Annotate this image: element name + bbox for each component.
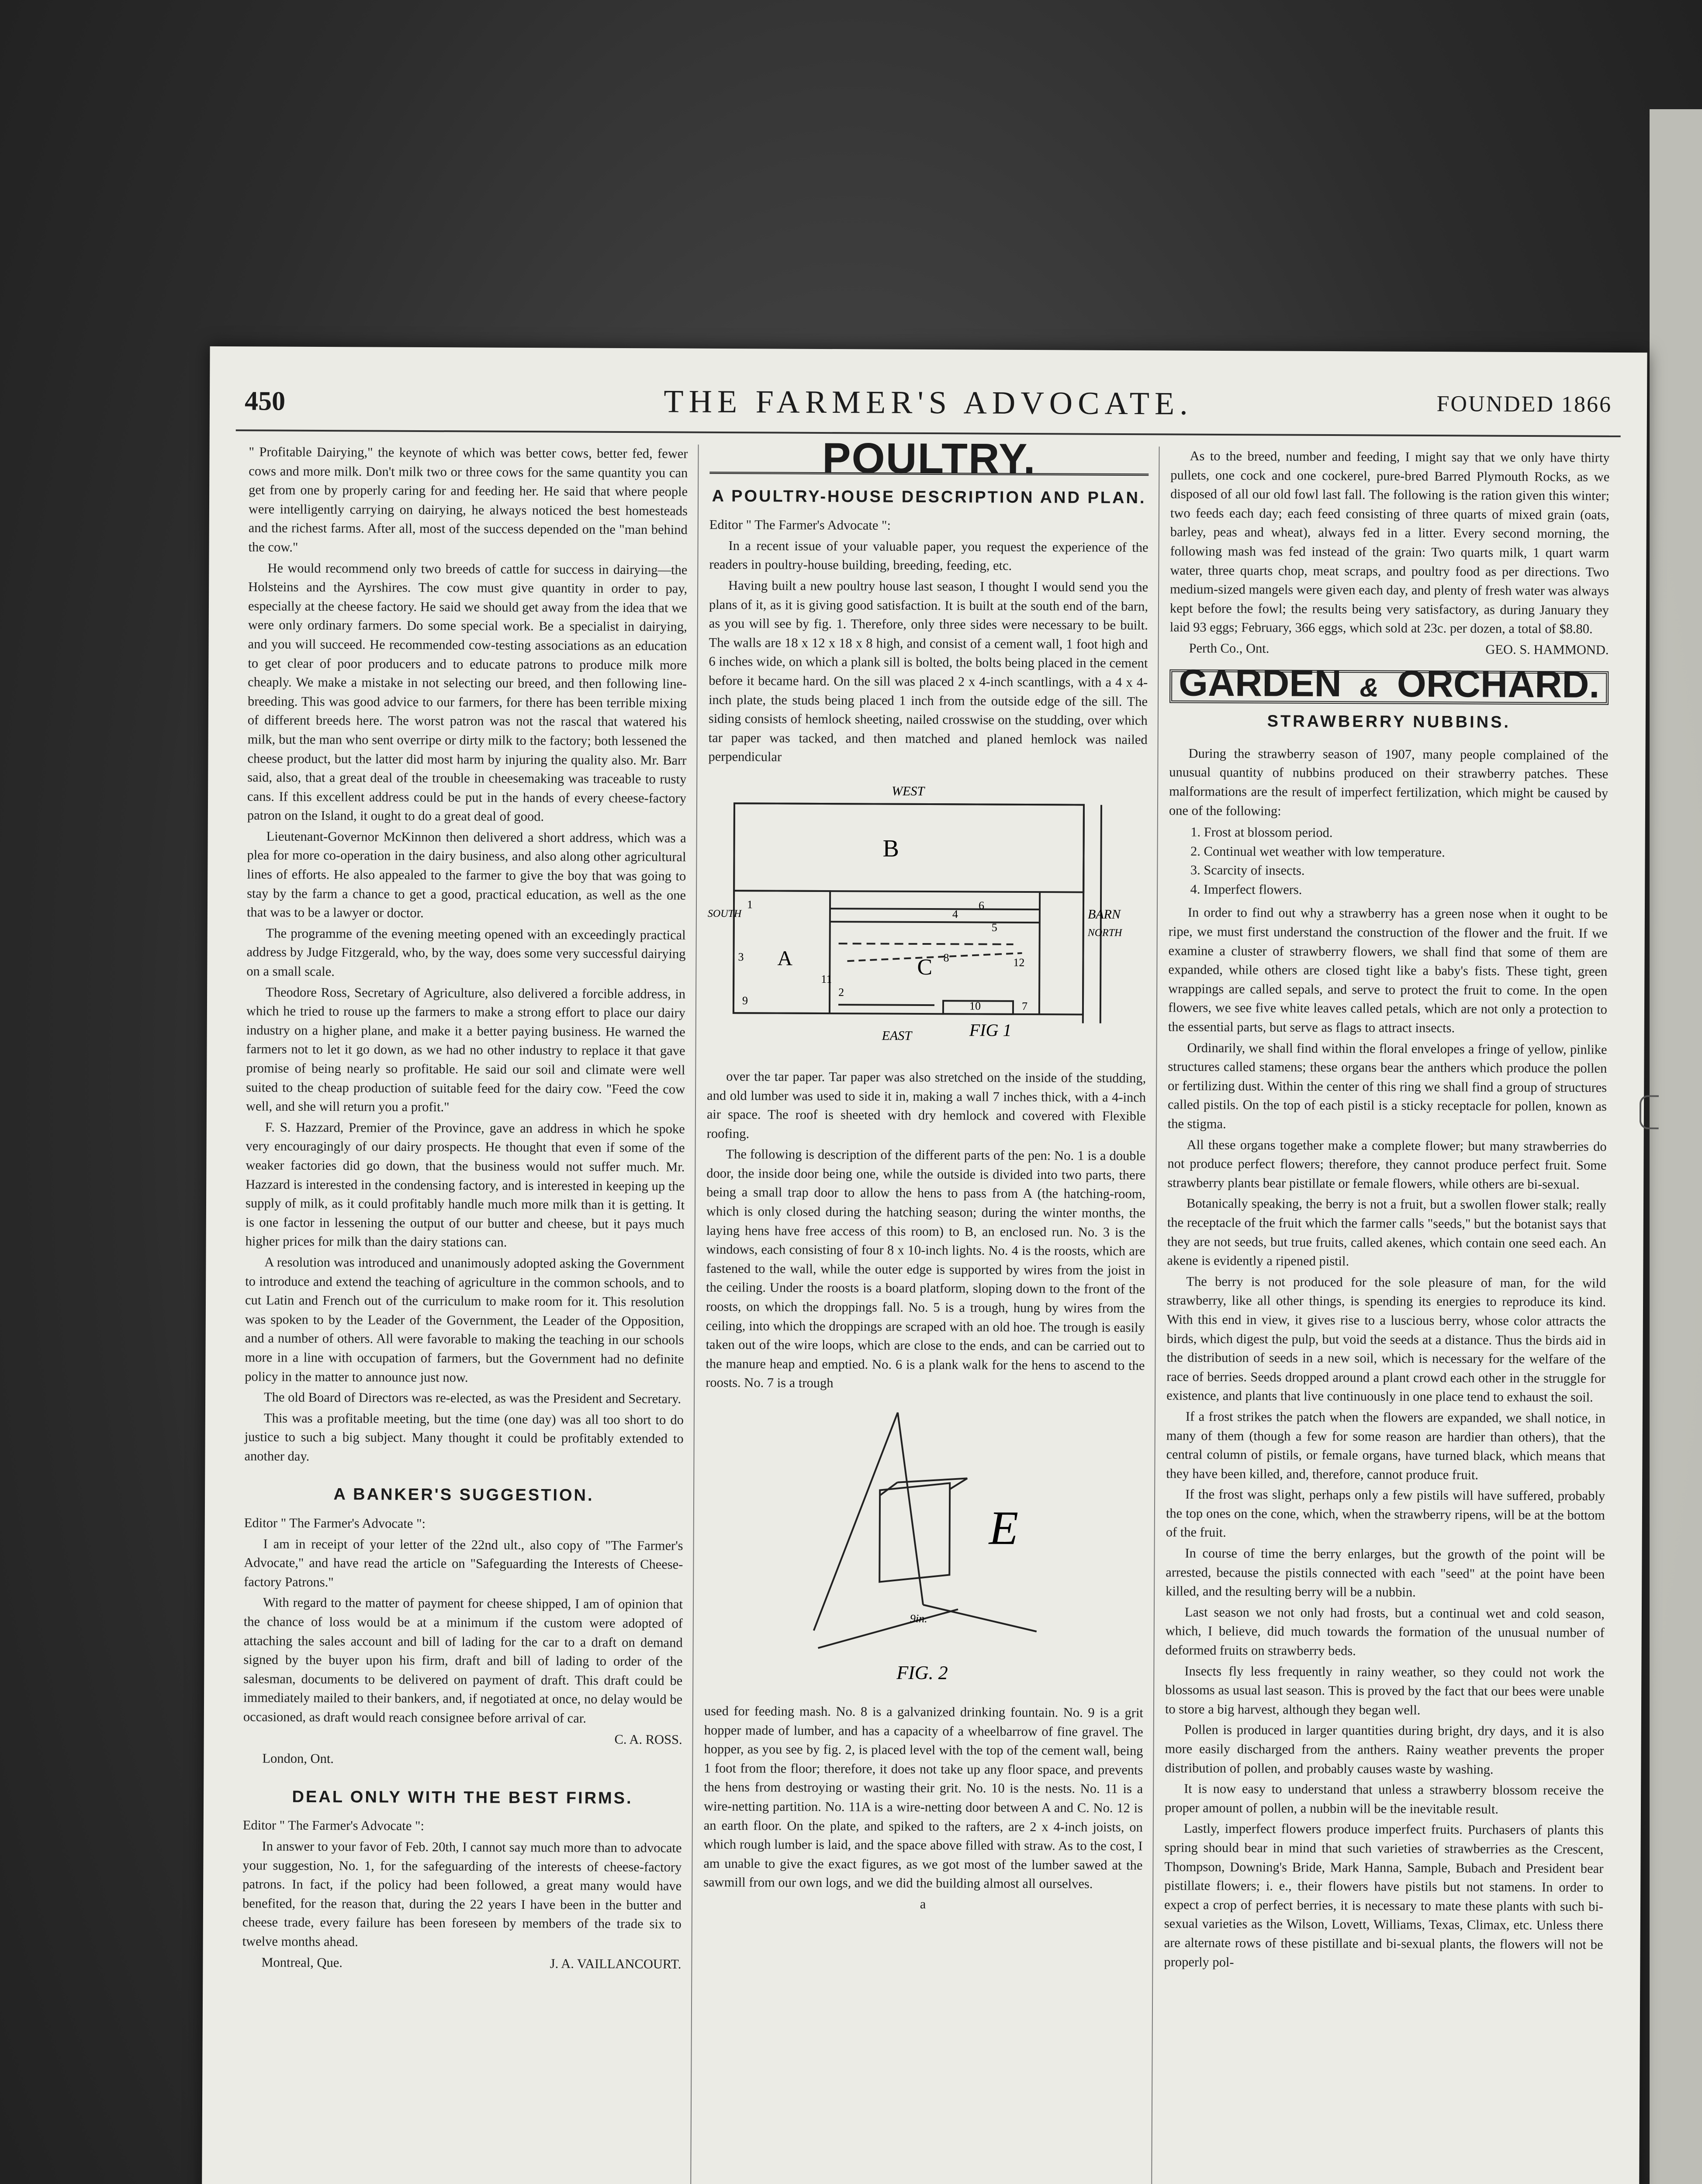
newspaper-page: [201, 346, 1647, 2184]
figure-1-label: FIG 1: [969, 1020, 1012, 1040]
poultry-house-plan-drawing: [707, 777, 1147, 1058]
article-paragraph: This was a profitable meeting, but the time (one day) was all too short to do justice to such a big subject. Many thought it could be profitably extended to another day.: [244, 1410, 684, 1464]
section-title-left: GARDEN: [1178, 662, 1342, 705]
figure-2-letter: E: [989, 1501, 1019, 1555]
article-paragraph: With regard to the matter of payment for cheese shipped, I am of opinion that the chance of loss would be at a minimum if the custom were adopted of attaching the sales account and bill of lading for the car to a draft on demand signed by the buyer upon his firm, draft and bill of lading to order of the salesman, documents to be delivered on payment of draft. This draft could be immediately mailed to their bankers, and, if negotiated at once, no delay would be occasioned, as draft would reach consignee before arrival of car.: [243, 1595, 683, 1726]
article-paragraph: In course of time the berry enlarges, but the growth of the point will be arrested, because the pistils connected with each "seed" at the point have been killed, and the resulting berry will be a nubbin.: [1166, 1545, 1605, 1600]
article-paragraph: Insects fly less frequently in rainy weather, so they could not work the blossoms as usual last season. This is proved by the fact that our bees were unable to store a big harvest, although they began well.: [1165, 1663, 1605, 1717]
article-paragraph: " Profitable Dairying," the keynote of which was better cows, better fed, fewer cows and more milk. Don't milk two or three cows for the same quantity you can get from one by properly caring for and feeding her. He said that where people were intelligently carrying on dairying, he always noticed the best homesteads and the richest farms. After all, most of the success depended on the "man behind the cow.": [248, 444, 688, 555]
plan-number: 4: [952, 908, 958, 921]
signature-place: London, Ont.: [262, 1751, 334, 1766]
section-title: POULTRY.: [709, 448, 1149, 476]
plan-number: 9: [742, 994, 748, 1007]
signature-line: [1169, 639, 1609, 660]
section-title-ampersand: &: [1360, 672, 1379, 702]
column-2: [703, 433, 1149, 1917]
article-heading: A POULTRY-HOUSE DESCRIPTION AND PLAN.: [712, 487, 1146, 507]
article-paragraph: It is now easy to understand that unless a strawberry blossom receive the proper amount of pollen, a nubbin will be the inevitable result.: [1164, 1781, 1604, 1817]
column-1: [242, 442, 688, 1973]
article-paragraph: During the strawberry season of 1907, many people complained of the unusual quantity of nubbins produced on their strawberry patches. These malformations are the result of imperfect fertilization, which might be caused by one of the following:: [1169, 746, 1609, 819]
signature-name: J. A. VAILLANCOURT.: [550, 1956, 681, 1972]
figure-1-plan: [707, 777, 1147, 1058]
page-number: 450: [244, 386, 286, 416]
list-item: 1. Frost at blossom period.: [1204, 823, 1608, 844]
article-paragraph: All these organs together make a complete flower; but many strawberries do not produce perfect flowers; therefore, they cannot produce perfect fruit. Some strawberry plants bear pistillate or female flowers, while others are bi-sexual.: [1167, 1137, 1607, 1192]
plan-number: 7: [1021, 999, 1028, 1013]
room-c-label: C: [917, 954, 933, 980]
article-heading: A BANKER'S SUGGESTION.: [333, 1485, 594, 1505]
column-rule: [1150, 446, 1159, 2184]
plan-number: 6: [978, 899, 985, 912]
article-paragraph: As to the breed, number and feeding, I might say that we only have thirty pullets, one cock and one cockerel, pure-bred Barred Plymouth Rocks, as we disposed of all our old fowl last fall. The following is the ration given this winter; two feeds each day; each feed consisting of three quarts of mixed grain (oats, barley, peas and wheat), always fed in a litter. Every second morning, the following mash was fed instead of the grain: Two quarts milk, 1 quart warm water, three quarts chop, meat scraps, and poultry food as per directions. Two medium-sized mangels were given each day, and plenty of fresh water was always kept before the fowl; the results being very satisfactory, as during January they laid 93 eggs; February, 366 eggs, which sold at 23c. per dozen, a total of $8.80.: [1169, 448, 1610, 637]
article-paragraph: over the tar paper. Tar paper was also stretched on the inside of the studding, and old lumber was used to side it in, making a wall 7 inches thick, with a 4-inch air space. The roof is sheeted with dry hemlock and covered with Flexible roofing.: [706, 1068, 1146, 1141]
article-heading: DEAL ONLY WITH THE BEST FIRMS.: [292, 1787, 633, 1807]
article-paragraph: In answer to your favor of Feb. 20th, I cannot say much more than to advocate your suggestion, No. 1, for the safeguarding of the interests of cheese-factory patrons. In fact, if the policy had been followed, a great many would have benefited, for the reason that, during the 22 years I have been in the butter and cheese trade, every failure has been foreseen by members of the trade six to twelve months ahead.: [242, 1838, 682, 1949]
causes-list: [1169, 823, 1608, 901]
figure-2-label: FIG. 2: [896, 1662, 948, 1684]
column-3: [1164, 446, 1609, 1975]
article-paragraph: I am in receipt of your letter of the 22nd ult., also copy of "The Farmer's Advocate," and have read the article on "Safeguarding the Interests of Cheese-factory Patrons.": [244, 1536, 683, 1590]
article-paragraph: If the frost was slight, perhaps only a few pistils will have suffered, probably the top ones on the cone, which, when the strawberry ripens, will be at the bottom of the fruit.: [1166, 1486, 1605, 1540]
signature-line: [242, 1953, 681, 1974]
article-paragraph: Botanically speaking, the berry is not a fruit, but a swollen flower stalk; really the receptacle of the fruit which the farmer calls "seeds," but the botanist says that they are not seeds, but true fruits, called akenes, which contain one seed each. An akene is evidently a ripened pistil.: [1167, 1196, 1607, 1269]
plan-number: 11: [821, 972, 832, 985]
article-paragraph: Lieutenant-Governor McKinnon then delivered a short address, which was a plea for more co-operation in the dairy business, and also along other agricultural lines of efforts. He also appealed to the farmer to give the boy that was going to stay by the farm a chance to get a good, practical education, as well as the one that was to be a lawyer or doctor.: [246, 829, 686, 921]
article-paragraph: The old Board of Directors was re-elected, as was the President and Secretary.: [264, 1389, 681, 1406]
signature-name: C. A. ROSS.: [614, 1731, 682, 1747]
column-rule: [689, 445, 699, 2184]
article-paragraph: used for feeding mash. No. 8 is a galvanized drinking fountain. No. 9 is a grit hopper made of lumber, and has a capacity of a wheelbarrow of fine gravel. The hopper, as you see by fig. 2, is placed level with the top of the cement wall, being 1 foot from the floor; therefore, it does not take up any floor space, and prevents the hens from destroying or wasting their grit. No. 10 is the nests. No. 11 is a wire-netting partition. No. 11A is a wire-netting door between A and C. No. 12 is an earth floor. On the plate, and spiked to the rafters, are 2 x 4-inch joists, on which rough lumber is laid, and the space above filled with straw. As to the cost, I am unable to give the exact figures, as we got most of the lumber sawed at the sawmill from our own logs, and we did the building almost all ourselves.: [703, 1703, 1144, 1892]
article-paragraph: Ordinarily, we shall find within the floral envelopes a fringe of yellow, pinlike structures called stamens; these organs bear the anthers which produce the pollen or fertilizing dust. Within the center of this ring we shall find a group of structures called pistils. On the top of each pistil is a sticky receptacle for pollen, known as the stigma.: [1167, 1040, 1607, 1132]
plan-number: 10: [969, 999, 981, 1013]
compass-south: SOUTH: [707, 908, 742, 920]
article-paragraph: The berry is not produced for the sole pleasure of man, for the wild strawberry, like all other things, is spending its energies to reproduce its kind. With this end in view, it gives rise to a luscious berry, whose color attracts the birds, which digest the pulp, but void the seeds at a distance. Thus the birds aid in the distribution of seeds in a new soil, which is necessary for the welfare of the race of berries. Seeds dropped around a plant crowd each other in the struggle for existence, and plants that live continuously in one place tend to exhaust the soil.: [1166, 1274, 1606, 1405]
plan-number: 1: [747, 898, 753, 911]
compass-north: NORTH: [1087, 927, 1122, 939]
section-title: [1169, 662, 1609, 706]
article-paragraph: A resolution was introduced and unanimously adopted asking the Government to introduce and extend the teaching of agriculture in the common schools, and to cut Latin and French out of the curriculum to make room for it. This resolution was spoken to by the Leader of the Government, the Leader of the Opposition, and a number of others. All were favorable to making the teaching in our schools more in a line with occupation of farmers, but the Government had no definite policy in the matter to announce just now.: [245, 1254, 685, 1385]
page-header: [210, 377, 1647, 435]
plan-number: 3: [738, 950, 744, 964]
room-a-label: A: [777, 947, 793, 970]
article-paragraph: Lastly, imperfect flowers produce imperfect fruits. Purchasers of plants this spring should bear in mind that such varieties of strawberries as the Crescent, Thompson, Downing's Bride, Mark Hanna, Sample, Bubach and President bear pistillate flowers; i. e., their flowers have pistils but not stamens. In order to expect a crop of perfect berries, it is necessary to mate these plants with such bi-sexual varieties as the Wilson, Lovett, Williams, Texas, Climax, etc. Unless there are alternate rows of these pistillate and bi-sexual plants, the flowers will not be properly pol-: [1164, 1821, 1604, 1970]
grit-hopper-drawing: [704, 1403, 1145, 1693]
masthead-title: THE FARMER'S ADVOCATE.: [664, 384, 1193, 422]
article-paragraph: The following is description of the different parts of the pen: No. 1 is a double door, the inside door being one, while the outside is divided into two parts, there being a small trap door to allow the hens to pass from A (the hatching-room, which is only closed during the hatching season; during the winter months, the laying hens have free access of this room) to B, an enclosed run. No. 3 is the windows, each consisting of four 8 x 10-inch lights. No. 4 is the roosts, which are fastened to the wall, while the outer edge is supported by wires from the joist in the ceiling. Under the roosts is a board platform, sloping down to the front of the roosts, on which the droppings fall. No. 5 is a trough, hung by wires from the ceiling, into which the droppings are scraped with an old hoe. The trough is easily taken out of the wire loops, which are close to the ends, and can be carried out to the manure heap and emptied. No. 6 is a plank walk for the hens to ascend to the roosts. No. 7 is a trough: [706, 1147, 1146, 1391]
plan-number: 2: [838, 986, 844, 999]
article-paragraph: Last season we not only had frosts, but a continual wet and cold season, which, I believe, did much towards the formation of the unusual number of deformed fruits on strawberry beds.: [1165, 1604, 1605, 1659]
barn-label: BARN: [1087, 907, 1121, 922]
compass-west: WEST: [892, 784, 925, 798]
editor-salutation: Editor " The Farmer's Advocate ":: [244, 1515, 426, 1531]
list-item: 4. Imperfect flowers.: [1204, 880, 1608, 901]
page-clip-mark: [1640, 1095, 1659, 1129]
article-paragraph: F. S. Hazzard, Premier of the Province, gave an address in which he spoke very encouragingly of our dairy prospects. He thought that even if some of the weaker factories did go down, that the business would not suffer much. Mr. Hazzard is interested in the condensing factory, and is interested in keeping up the supply of milk, as it could profitably handle much more milk than it is getting. It is one factor in lessening the output of our butter and cheese, but it pays much higher prices for milk than the dairy stations can.: [245, 1120, 685, 1250]
article-paragraph: Theodore Ross, Secretary of Agriculture, also delivered a forcible address, in which he tried to rouse up the farmers to make a strong effort to place our dairy industry on a higher plane, and make it a better paying business. He warned the farmers not to let it go down, as we had no other industry to replace it that gave promise of being nearly so profitable. He said our soil and climate were well suited to the cheap production of suitable feed for the dairy cow. "Feed the cow well, and she will return you a profit.": [246, 985, 686, 1115]
room-b-label: B: [882, 835, 899, 862]
figure-2-grit-hopper: [704, 1403, 1145, 1693]
article-heading: STRAWBERRY NUBBINS.: [1267, 712, 1511, 732]
signature-place: Montreal, Que.: [261, 1954, 343, 1970]
footer-mark: a: [920, 1896, 926, 1911]
article-paragraph: If a frost strikes the patch when the flowers are expanded, we shall notice, in many of them (though a few for some reason are hardier than others), that the central column of pistils, or female organs, have turned black, which means that they have been killed, and, therefore, cannot produce fruit.: [1166, 1409, 1605, 1482]
list-item: 2. Continual wet weather with low temperature.: [1204, 842, 1608, 863]
figure-2-dimension: 9in.: [910, 1612, 927, 1625]
adjacent-page-edge: [1650, 109, 1702, 2184]
signature-name: GEO. S. HAMMOND.: [1485, 642, 1609, 657]
plan-number: 5: [991, 921, 997, 934]
list-item: 3. Scarcity of insects.: [1204, 861, 1608, 882]
plan-number: 8: [943, 951, 949, 964]
editor-salutation: Editor " The Farmer's Advocate ":: [709, 517, 891, 533]
plan-number: 12: [1013, 956, 1025, 969]
compass-east: EAST: [882, 1028, 912, 1043]
article-paragraph: Pollen is produced in larger quantities during bright, dry days, and it is also more easily discharged from the anthers. Rainy weather prevents the proper distribution of pollen, and probably causes waste by washing.: [1165, 1722, 1604, 1777]
article-paragraph: In order to find out why a strawberry has a green nose when it ought to be ripe, we must first understand the construction of the flower and the fruit. If we examine a cluster of strawberry flowers, we shall find that some of them are expanded, while others are closed tight like a baby's fists. These tight, green wrappings are called sepals, and serve to protect the fruit to come. In the open flowers, we see five white leaves called petals, which are not only a protection to the essential parts, but serve as flags to attract insects.: [1168, 905, 1608, 1036]
signature-place: Perth Co., Ont.: [1189, 640, 1270, 656]
article-paragraph: He would recommend only two breeds of cattle for success in dairying—the Holsteins and the Ayrshires. The cow must give quantity in order to pay, especially at the cheese factory. He said we should get away from the idea that we were only ordinary farmers. Do some special work. Be a specialist in dairying, and you will succeed. He recommended cow-testing associations as an education to get clear of poor producers and to educate patrons to produce milk more cheaply. We make a mistake in not selecting our breed, and then following line-breeding. This was good advice to our farmers, for there has been terrible mixing of different breeds here. The worst patron was not the rascal that watered his milk, but the man who sent overripe or dirty milk to the factory; both lessened the cheese product, but the latter did most harm by injuring the quality also. Mr. Barr said, also, that a great deal of the trouble in cheesemaking was traceable to rusty cans. If this excellent address could be put in the hands of every cheese-factory patron on the Island, it ought to do a great deal of good.: [247, 560, 688, 824]
article-paragraph: Having built a new poultry house last season, I thought I would send you the plans of it, as it is giving good satisfaction. It is built at the south end of the barn, as you will see by fig. 1. Therefore, only three sides were necessary to be built. The walls are 18 x 12 x 18 x 8 high, and consist of a cement wall, 1 foot high and 6 inches wide, on which a plank sill is bolted, the bolts being placed in the cement before it became hard. On the sill was placed 2 x 4-inch scantlings, with a 4 x 4-inch plate, the studs being placed 1 inch from the outside edge of the sill. The siding consists of hemlock sheeting, nailed crosswise on the studding, over which tar paper was tacked, and then matched and planed hemlock was nailed perpendicular: [708, 577, 1149, 764]
section-title-right: ORCHARD.: [1397, 663, 1600, 706]
founded-year: FOUNDED 1866: [1436, 391, 1612, 417]
editor-salutation: Editor " The Farmer's Advocate ":: [242, 1818, 425, 1834]
article-paragraph: In a recent issue of your valuable paper, you request the experience of the readers in poultry-house building, breeding, feeding, etc.: [709, 538, 1149, 574]
article-paragraph: The programme of the evening meeting opened with an exceedingly practical address by Judge Fitzgerald, who, by the way, does some very successful dairying on a small scale.: [246, 926, 686, 979]
